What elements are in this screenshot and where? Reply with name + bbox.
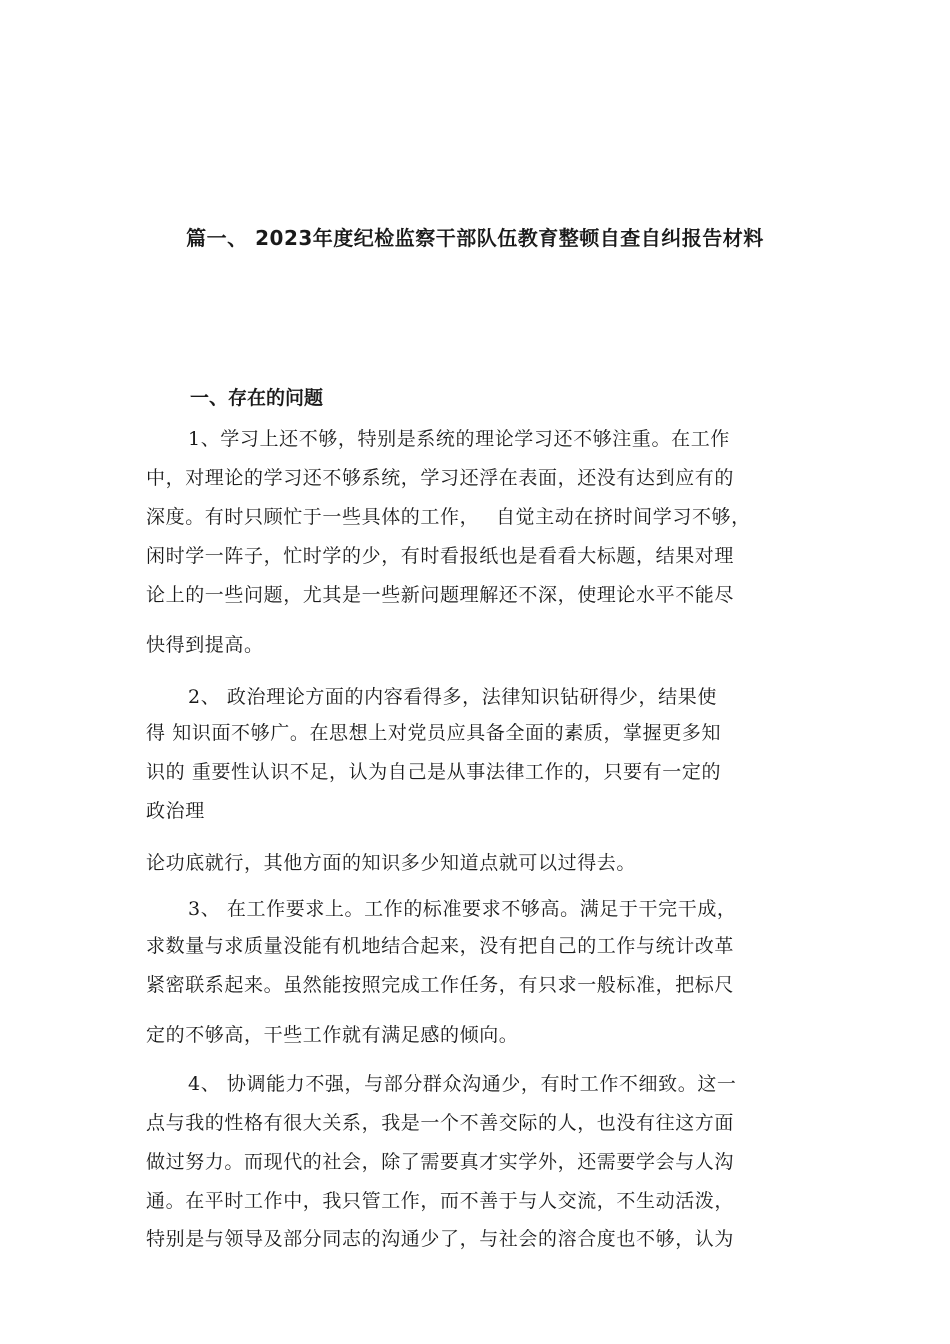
paragraph-line: 中，对理论的学习还不够系统，学习还浮在表面，还没有达到应有的 xyxy=(146,467,735,489)
section-heading: 一、存在的问题 xyxy=(190,387,324,409)
paragraph-line: 4、 协调能力不强，与部分群众沟通少，有时工作不细致。这一 xyxy=(188,1073,737,1095)
paragraph-line: 论功底就行，其他方面的知识多少知道点就可以过得去。 xyxy=(146,852,637,874)
paragraph-line: 特别是与领导及部分同志的沟通少了，与社会的溶合度也不够，认为 xyxy=(146,1228,735,1250)
paragraph-line: 识的 重要性认识不足，认为自己是从事法律工作的，只要有一定的 xyxy=(146,761,722,783)
paragraph-line: 求数量与求质量没能有机地结合起来，没有把自己的工作与统计改革 xyxy=(146,935,735,957)
paragraph-line: 定的不够高，干些工作就有满足感的倾向。 xyxy=(146,1024,519,1046)
paragraph-line: 做过努力。而现代的社会，除了需要真才实学外，还需要学会与人沟 xyxy=(146,1151,735,1173)
paragraph-line: 政治理 xyxy=(146,800,205,822)
paragraph-line: 深度。有时只顾忙于一些具体的工作， 自觉主动在挤时间学习不够， xyxy=(146,506,751,528)
paragraph-line: 3、 在工作要求上。工作的标准要求不够高。满足于干完干成， xyxy=(188,898,737,920)
paragraph-line: 1、学习上还不够，特别是系统的理论学习还不够注重。在工作 xyxy=(188,428,730,450)
paragraph-line: 快得到提高。 xyxy=(146,634,264,656)
document-title: 篇一、 2023年度纪检监察干部队伍教育整顿自查自纠报告材料 xyxy=(186,226,764,250)
paragraph-line: 论上的一些问题，尤其是一些新问题理解还不深，使理论水平不能尽 xyxy=(146,584,735,606)
paragraph-line: 紧密联系起来。虽然能按照完成工作任务，有只求一般标准，把标尺 xyxy=(146,974,735,996)
paragraph-line: 点与我的性格有很大关系，我是一个不善交际的人，也没有往这方面 xyxy=(146,1112,735,1134)
paragraph-line: 2、 政治理论方面的内容看得多，法律知识钻研得少，结果使 xyxy=(188,686,717,708)
paragraph-line: 闲时学一阵子，忙时学的少，有时看报纸也是看看大标题，结果对理 xyxy=(146,545,735,567)
paragraph-line: 得 知识面不够广。在思想上对党员应具备全面的素质，掌握更多知 xyxy=(146,722,722,744)
paragraph-line: 通。在平时工作中，我只管工作，而不善于与人交流，不生动活泼， xyxy=(146,1190,735,1212)
